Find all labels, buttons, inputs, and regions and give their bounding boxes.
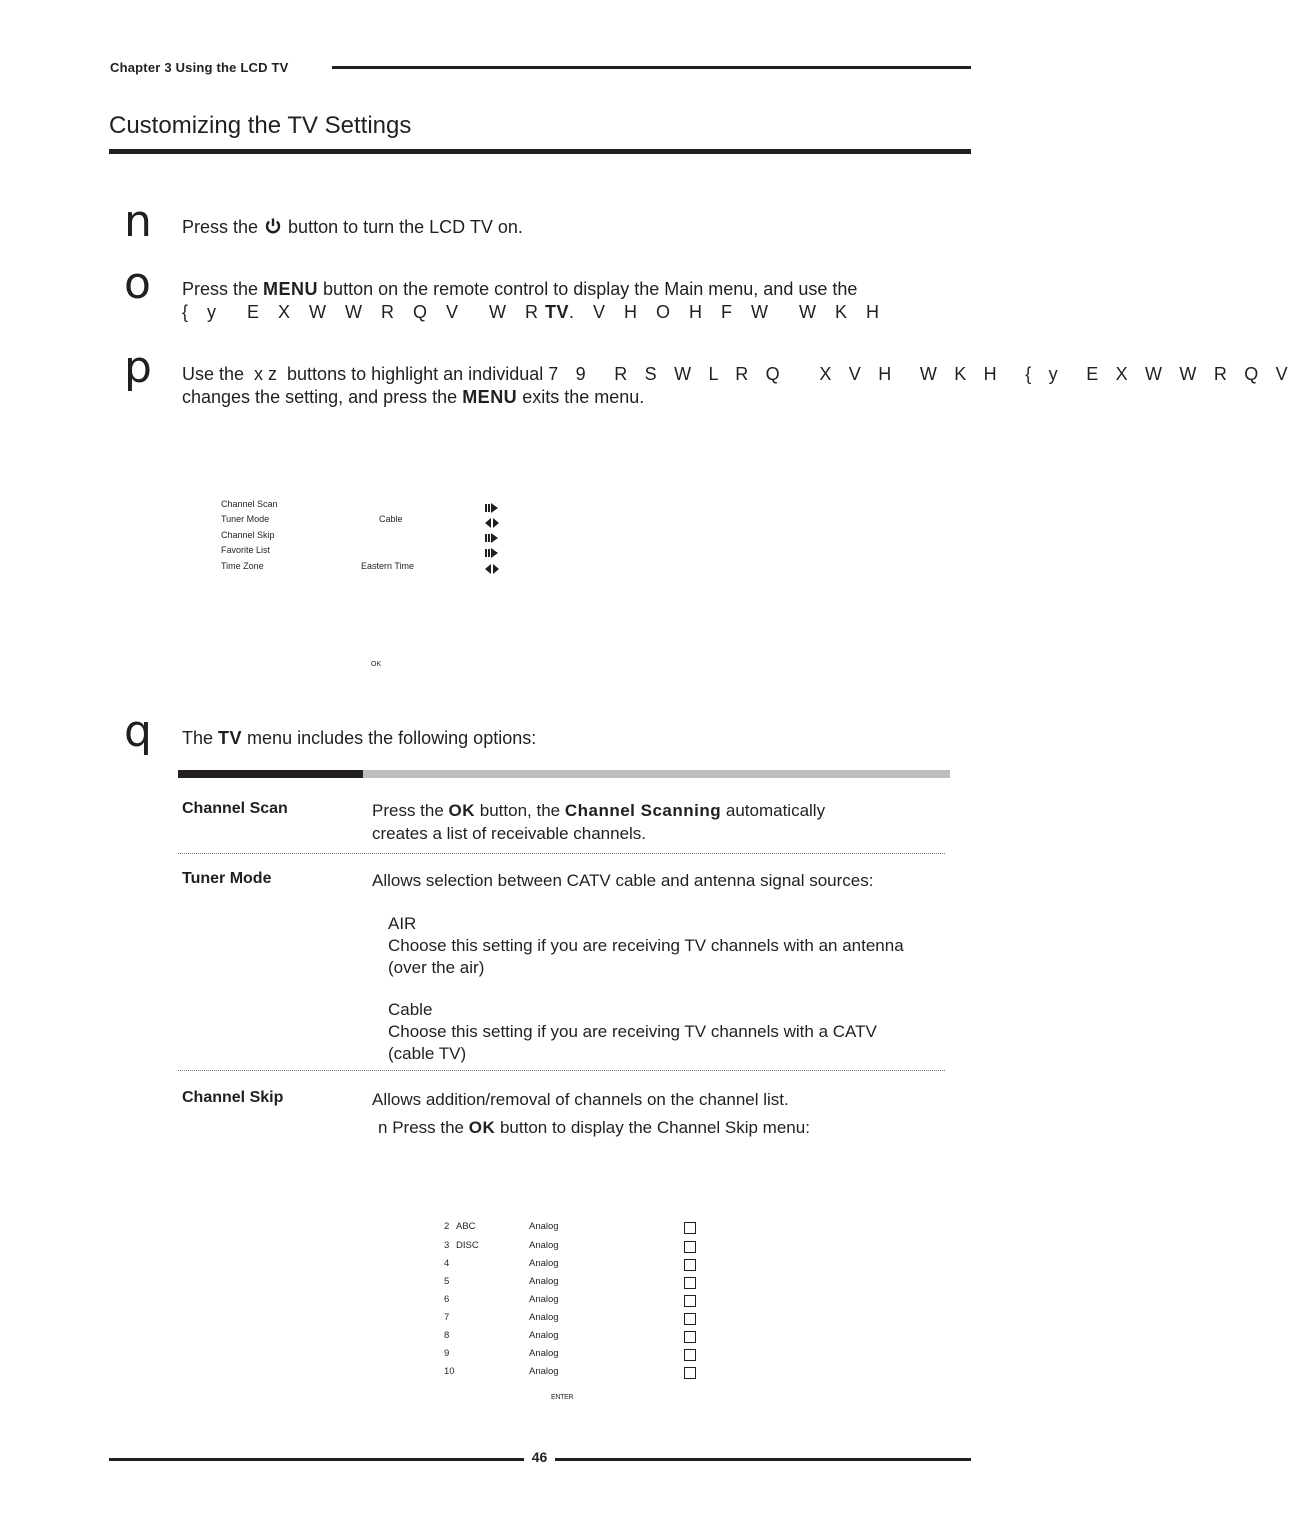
row-divider	[178, 1070, 945, 1071]
channel-number: 4	[444, 1258, 450, 1269]
tuner-mode-cable-title: Cable	[388, 1000, 433, 1019]
option-label-tuner-mode: Tuner Mode	[182, 870, 272, 887]
skip-checkbox	[684, 1222, 696, 1234]
skip-checkbox	[684, 1349, 696, 1361]
channel-scanning-keyword: Channel Scanning	[564, 801, 722, 820]
left-right-arrow-icon	[485, 518, 499, 528]
channel-type: Analog	[529, 1221, 559, 1232]
step-3-line-2-pre: changes the setting, and press the	[182, 387, 463, 407]
channel-scan-pre: Press the	[372, 801, 449, 820]
option-label-channel-scan: Channel Scan	[182, 800, 288, 817]
channel-scan-mid: button, the	[475, 801, 565, 820]
channel-type: Analog	[529, 1312, 559, 1323]
step-3-line-2-post: exits the menu.	[517, 387, 645, 407]
step-3-line-2	[182, 386, 644, 409]
channel-type: Analog	[529, 1348, 559, 1359]
skip-checkbox	[684, 1313, 696, 1325]
step-1-post: button to turn the LCD TV on.	[283, 217, 523, 237]
tuner-mode-cable-desc-1: Choose this setting if you are receiving TV channels with a CATV	[388, 1022, 877, 1041]
option-desc-channel-scan-line-1	[372, 799, 825, 822]
menu-value-tuner-mode: Cable	[379, 514, 403, 524]
tuner-mode-air-desc-2: (over the air)	[388, 958, 485, 977]
ok-keyword: OK	[468, 1118, 496, 1137]
option-desc-channel-scan-line-2: creates a list of receivable channels.	[372, 824, 647, 843]
enter-arrow-icon	[485, 548, 499, 558]
step-3-line-1-pre: Use the x z buttons to highlight an individual	[182, 364, 549, 384]
option-desc-channel-skip-intro: Allows addition/removal of channels on the channel list.	[372, 1090, 789, 1109]
menu-item-channel-skip: Channel Skip	[221, 530, 275, 540]
power-icon	[265, 218, 281, 234]
step-2-line-2	[182, 301, 886, 324]
channel-number: 9	[444, 1348, 450, 1359]
footer-rule-right	[555, 1458, 971, 1461]
step-2-line-1-pre: Press the	[182, 279, 264, 299]
channel-number: 5	[444, 1276, 450, 1287]
channel-number: 2	[444, 1221, 450, 1232]
menu-item-channel-scan: Channel Scan	[221, 499, 278, 509]
tuner-mode-air-title: AIR	[388, 914, 417, 933]
menu-keyword: MENU	[263, 279, 319, 299]
channel-name: ABC	[456, 1221, 476, 1232]
page-title: Customizing the TV Settings	[109, 112, 412, 139]
menu-ok-label: OK	[371, 661, 382, 668]
tuner-mode-cable-desc-2: (cable TV)	[388, 1044, 467, 1063]
menu-item-tuner-mode: Tuner Mode	[221, 514, 270, 524]
channel-skip-step-marker: n	[378, 1118, 388, 1137]
step-1-marker: n	[124, 196, 152, 247]
row-divider	[178, 853, 945, 854]
menu-keyword: MENU	[462, 387, 518, 407]
channel-type: Analog	[529, 1258, 559, 1269]
enter-arrow-icon	[485, 533, 499, 543]
channel-type: Analog	[529, 1276, 559, 1287]
step-2-marker: o	[124, 258, 151, 309]
footer-rule-left	[109, 1458, 524, 1461]
skip-checkbox	[684, 1295, 696, 1307]
step-2-line-1-post: button on the remote control to display the Main menu, and use the	[318, 279, 858, 299]
channel-scan-post: automatically	[721, 801, 826, 820]
skip-checkbox	[684, 1259, 696, 1271]
tv-keyword: TV	[545, 302, 570, 322]
step-4-post: menu includes the following options:	[242, 728, 537, 748]
menu-item-favorite-list: Favorite List	[221, 545, 271, 555]
title-rule	[109, 149, 971, 154]
channel-name: DISC	[456, 1240, 479, 1251]
left-right-arrow-icon	[485, 564, 499, 574]
skip-checkbox	[684, 1331, 696, 1343]
step-3-garbled: 7 9 R S W L R Q X V H W K H { y E X W W R Q V	[548, 364, 1294, 384]
step-1-pre: Press the	[182, 217, 264, 237]
menu-value-time-zone: Eastern Time	[361, 561, 415, 571]
table-header-bar-light	[363, 770, 950, 778]
step-3-line-1	[182, 363, 1294, 386]
tv-keyword: TV	[218, 728, 243, 748]
step-3-marker: p	[124, 342, 152, 393]
skip-checkbox	[684, 1367, 696, 1379]
channel-number: 7	[444, 1312, 450, 1323]
channel-number: 10	[444, 1366, 455, 1377]
skip-checkbox	[684, 1241, 696, 1253]
enter-arrow-icon	[485, 503, 499, 513]
menu-item-time-zone: Time Zone	[221, 561, 264, 571]
step-2-garbled-b: . V H O H F W W K H	[569, 302, 887, 322]
tuner-mode-air-desc-1: Choose this setting if you are receiving TV channels with an antenna	[388, 936, 904, 955]
option-label-channel-skip: Channel Skip	[182, 1089, 284, 1106]
step-4-marker: q	[124, 706, 152, 757]
ok-keyword: OK	[448, 801, 476, 820]
channel-skip-step-pre: Press the	[387, 1118, 469, 1137]
channel-type: Analog	[529, 1294, 559, 1305]
page-number: 46	[531, 1449, 548, 1465]
step-1-text	[182, 216, 523, 239]
chapter-heading: Chapter 3 Using the LCD TV	[110, 60, 289, 75]
chapter-rule	[332, 66, 971, 69]
channel-skip-step-post: button to display the Channel Skip menu:	[495, 1118, 810, 1137]
enter-label: ENTER	[551, 1394, 574, 1401]
step-4-text	[182, 727, 536, 750]
channel-number: 6	[444, 1294, 450, 1305]
channel-type: Analog	[529, 1366, 559, 1377]
option-desc-tuner-mode-intro: Allows selection between CATV cable and antenna signal sources:	[372, 871, 874, 890]
step-4-pre: The	[182, 728, 219, 748]
channel-type: Analog	[529, 1330, 559, 1341]
channel-number: 8	[444, 1330, 450, 1341]
step-2-line-1	[182, 278, 857, 301]
table-header-bar-dark	[178, 770, 363, 778]
channel-type: Analog	[529, 1240, 559, 1251]
channel-skip-step	[378, 1116, 810, 1139]
channel-number: 3	[444, 1240, 450, 1251]
step-2-garbled-a: { y E X W W R Q V W R	[182, 302, 546, 322]
skip-checkbox	[684, 1277, 696, 1289]
